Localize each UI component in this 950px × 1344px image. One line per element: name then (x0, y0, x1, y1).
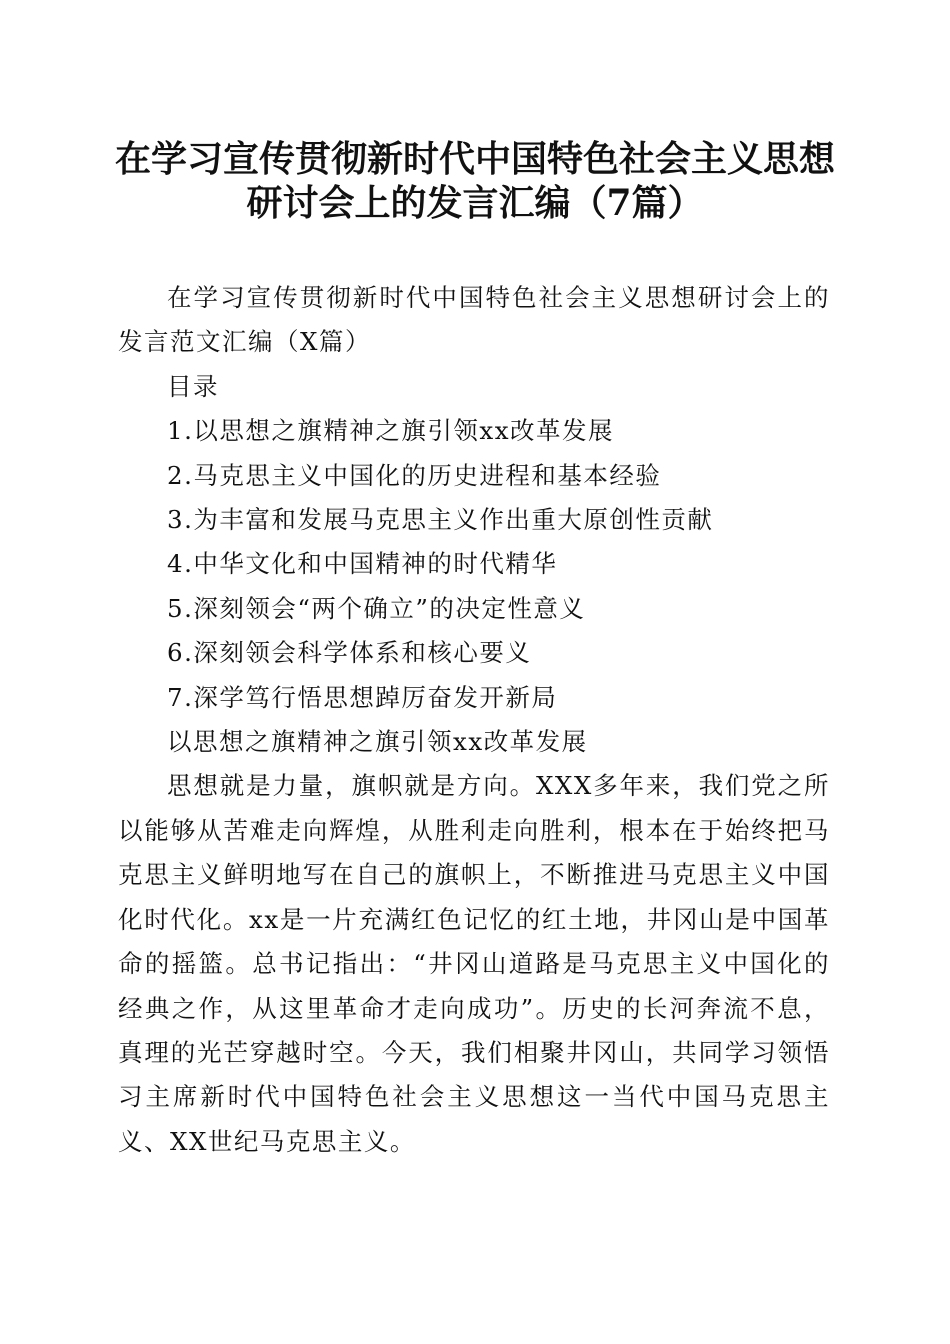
toc-item: 2.马克思主义中国化的历史进程和基本经验 (167, 460, 662, 490)
toc-item: 3.为丰富和发展马克思主义作出重大原创性贡献 (167, 505, 714, 535)
document-title-line-2: 研讨会上的发言汇编（7篇） (246, 182, 704, 224)
toc-item: 5.深刻领会“两个确立”的决定性意义 (167, 593, 586, 623)
intro-paragraph: 在学习宣传贯彻新时代中国特色社会主义思想研讨会上的发言范文汇编（X篇） (118, 283, 830, 357)
document-title-line-1: 在学习宣传贯彻新时代中国特色社会主义思想 (114, 138, 835, 180)
body-paragraph: 思想就是力量，旗帜就是方向。XXX多年来，我们党之所以能够从苦难走向辉煌，从胜利走向胜利，根本在于始终把马克思主义鲜明地写在自己的旗帜上，不断推进马克思主义中国化时代化。xx是一片充满红色记忆的红土地，井冈山是中国革命的摇篮。总书记指出：“井冈山道路是马克思主义中国化的经典之作，从这里革命才走向成功”。历史的长河奔流不息，真理的光芒穿越时空。今天，我们相聚井冈山，共同学习领悟习主席新时代中国特色社会主义思想这一当代中国马克思主义、XX世纪马克思主义。 (118, 771, 830, 1156)
toc-item: 4.中华文化和中国精神的时代精华 (167, 549, 558, 579)
toc-item: 6.深刻领会科学体系和核心要义 (167, 638, 532, 668)
section-title: 以思想之旗精神之旗引领xx改革发展 (167, 727, 588, 757)
toc-item: 1.以思想之旗精神之旗引领xx改革发展 (167, 416, 615, 446)
toc-heading: 目录 (167, 371, 219, 401)
document-body (118, 276, 830, 1164)
toc-item: 7.深学笃行悟思想踔厉奋发开新局 (167, 682, 558, 712)
